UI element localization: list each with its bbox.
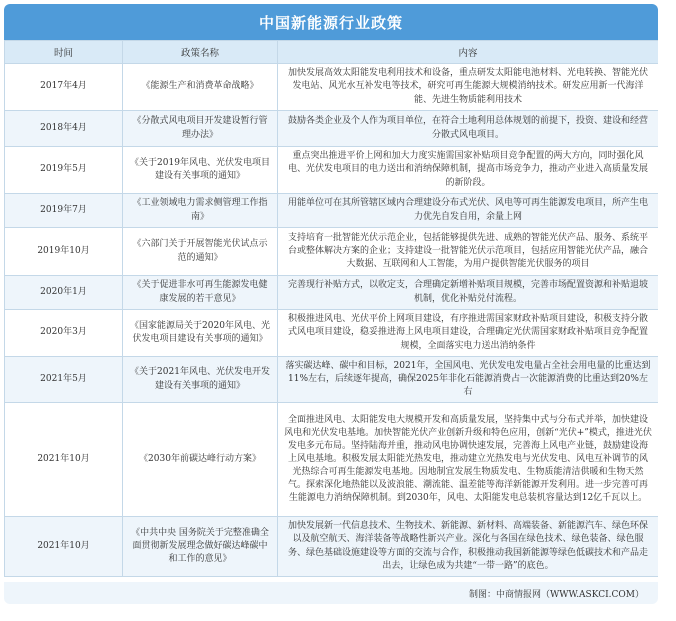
- policy-table: [4, 40, 658, 577]
- row-time: 2017年4月: [5, 64, 123, 111]
- header-content: 内容: [278, 41, 659, 64]
- header-name: 政策名称: [123, 41, 278, 64]
- row-content: 全面推进风电、太阳能发电大规模开发和高质量发展，坚持集中式与分布式并举，加快建设风电和光伏发电基地。加快智能光伏产业创新升级和特色应用，创新“光伏+”模式，推进光伏发电多元布局。坚持陆海并重，推动风电协调快速发展，完善海上风电产业链，鼓励建设海上风电基地。积极发展太阳能光热发电，推动建立光热发电与光伏发电、风电互补调节的风光热综合可再生能源发电基地。因地制宜发展生物质发电、生物质能清洁供暖和生物天然气。探索深化地热能以及波浪能、潮流能、温差能等海洋新能源开发利用。进一步完善可再生能源电力消纳保障机制。到2030年，风电、太阳能发电总装机容量达到12亿千瓦以上。: [278, 403, 659, 517]
- row-content: 用能单位可在其所管辖区域内合理建设分布式光伏、风电等可再生能源发电项目，所产生电力优先自发自用，余量上网: [278, 194, 659, 228]
- table-row: [5, 111, 659, 147]
- row-content: 重点突出推进平价上网和加大力度实施需国家补贴项目竞争配置的两大方向，同时强化风电、光伏发电项目的电力送出和消纳保障机制，提高市场竞争力，推动产业进入高质量发展的新阶段。: [278, 147, 659, 194]
- row-name: 《关于2019年风电、光伏发电项目建设有关事项的通知》: [123, 147, 278, 194]
- row-content: 鼓励各类企业及个人作为项目单位，在符合土地利用总体规划的前提下，投资、建设和经营分散式风电项目。: [278, 111, 659, 147]
- table-row: [5, 276, 659, 310]
- source-footer: 制图：中商情报网（WWW.ASKCI.COM）: [4, 582, 658, 604]
- row-name: 《中共中央 国务院关于完整准确全面贯彻新发展理念做好碳达峰碳中和工作的意见》: [123, 517, 278, 577]
- policy-table-card: [4, 4, 658, 604]
- table-header-row: [5, 41, 659, 64]
- row-time: 2019年10月: [5, 228, 123, 276]
- row-name: 《关于2021年风电、光伏发电开发建设有关事项的通知》: [123, 357, 278, 403]
- header-time: 时间: [5, 41, 123, 64]
- row-time: 2020年3月: [5, 310, 123, 357]
- row-time: 2021年5月: [5, 357, 123, 403]
- table-row: [5, 147, 659, 194]
- row-content: 支持培育一批智能光伏示范企业，包括能够提供先进、成熟的智能光伏产品、服务、系统平台或整体解决方案的企业；支持建设一批智能光伏示范项目，包括应用智能光伏产品，融合大数据、互联网和人工智能，为用户提供智能光伏服务的项目: [278, 228, 659, 276]
- row-name: 《关于促进非水可再生能源发电健康发展的若干意见》: [123, 276, 278, 310]
- row-name: 《分散式风电项目开发建设暂行管理办法》: [123, 111, 278, 147]
- row-name: 《国家能源局关于2020年风电、光伏发电项目建设有关事项的通知》: [123, 310, 278, 357]
- row-name: 《2030年前碳达峰行动方案》: [123, 403, 278, 517]
- table-row: [5, 357, 659, 403]
- row-name: 《工业领域电力需求侧管理工作指南》: [123, 194, 278, 228]
- row-name: 《六部门关于开展智能光伏试点示范的通知》: [123, 228, 278, 276]
- row-time: 2021年10月: [5, 517, 123, 577]
- row-content: 完善现行补贴方式，以收定支，合理确定新增补贴项目规模，完善市场配置资源和补贴退坡机制，优化补贴兑付流程。: [278, 276, 659, 310]
- page-title: 中国新能源行业政策: [4, 4, 658, 40]
- row-content: 加快发展新一代信息技术、生物技术、新能源、新材料、高端装备、新能源汽车、绿色环保以及航空航天、海洋装备等战略性新兴产业。深化与各国在绿色技术、绿色装备、绿色服务、绿色基础设施建设等方面的交流与合作，积极推动我国新能源等绿色低碳技术和产品走出去，让绿色成为共建“一带一路”的底色。: [278, 517, 659, 577]
- table-row: [5, 310, 659, 357]
- row-content: 积极推进风电、光伏平价上网项目建设，有序推进需国家财政补贴项目建设，积极支持分散式风电项目建设，稳妥推进海上风电项目建设，合理确定光伏需国家财政补贴项目竞争配置规模，全面落实电力送出消纳条件: [278, 310, 659, 357]
- row-time: 2019年5月: [5, 147, 123, 194]
- row-content: 加快发展高效太阳能发电利用技术和设备，重点研发太阳能电池材料、光电转换、智能光伏发电站、风光水互补发电等技术，研究可再生能源大规模消纳技术。研发应用新一代海洋能、先进生物质能利用技术: [278, 64, 659, 111]
- table-row: [5, 64, 659, 111]
- row-time: 2020年1月: [5, 276, 123, 310]
- table-row: [5, 228, 659, 276]
- table-row: [5, 517, 659, 577]
- row-time: 2021年10月: [5, 403, 123, 517]
- row-name: 《能源生产和消费革命战略》: [123, 64, 278, 111]
- row-time: 2019年7月: [5, 194, 123, 228]
- row-time: 2018年4月: [5, 111, 123, 147]
- table-row: [5, 403, 659, 517]
- table-row: [5, 194, 659, 228]
- row-content: 落实碳达峰、碳中和目标，2021年，全国风电、光伏发电发电量占全社会用电量的比重达到11%左右，后续逐年提高，确保2025年非化石能源消费占一次能源消费的比重达到20%左右: [278, 357, 659, 403]
